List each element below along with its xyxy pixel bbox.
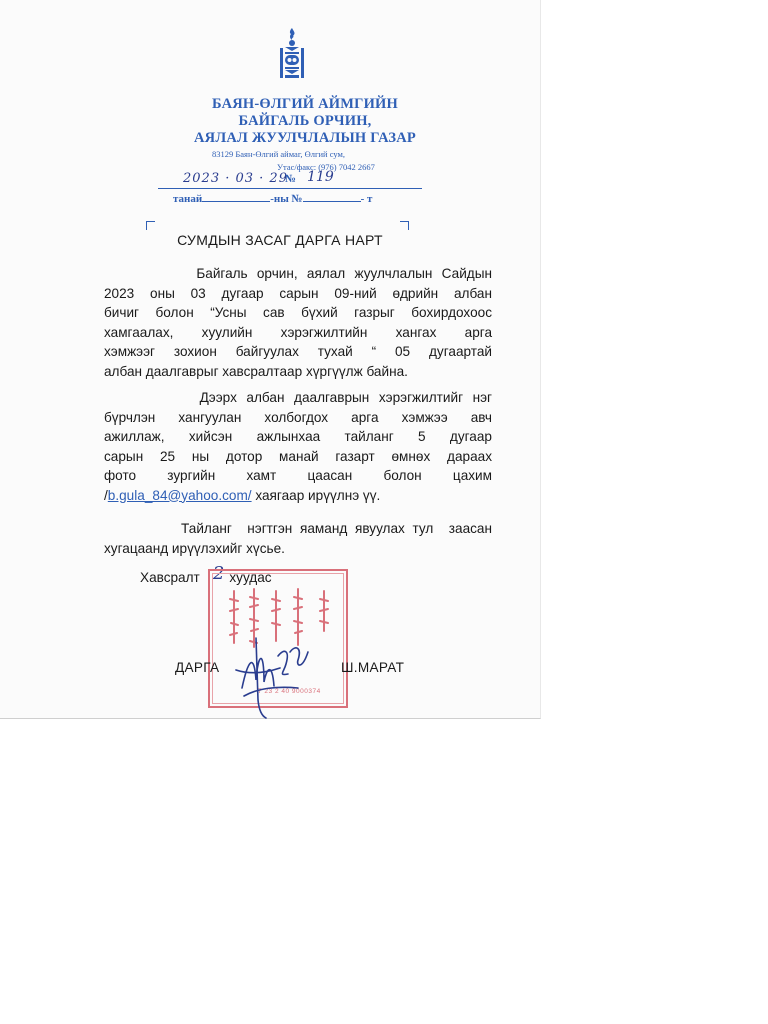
paragraph-3 [104, 519, 492, 558]
org-name-line3: АЯЛАЛ ЖУУЛЧЛАЛЫН ГАЗАР [194, 130, 416, 146]
paragraph-3-line: Тайланг нэгтгэн яаманд явуулах тул заасан [104, 521, 492, 536]
org-name-line2: БАЙГАЛЬ ОРЧИН, [238, 113, 372, 129]
email-prefix: / [104, 487, 108, 503]
paragraph-2-line: бүрчлэн хангуулан холбогдох арга хэмжээ авч [104, 409, 492, 425]
address-bracket-right [400, 221, 409, 230]
director-title: ДАРГА [175, 660, 220, 675]
paragraph-1-line: хамгаалах, хуулийн хэрэгжилтийн хангах арга [104, 324, 492, 340]
paragraph-2-last-line [104, 486, 492, 506]
registration-date: 2023 · 03 · 29 [183, 171, 288, 186]
paragraph-2 [104, 388, 492, 505]
reference-blank-date [202, 192, 270, 202]
address-bracket-left [146, 221, 155, 230]
paragraph-3-line: хугацаанд ирүүлэхийг хүсье. [104, 540, 285, 556]
reference-suffix: - т [360, 193, 373, 205]
paragraph-1-line: 2023 оны 03 дугаар сарын 09-ний өдрийн албан [104, 285, 492, 301]
paragraph-2-line: фото зургийн хамт цаасан болон цахим [104, 468, 492, 483]
email-suffix: хаягаар ирүүлнэ үү. [251, 487, 381, 503]
paragraph-1-line: албан даалгаврыг хавсралтаар хүргүүлж байна. [104, 363, 408, 379]
soyombo-emblem-icon [276, 28, 308, 80]
paragraph-2-line: ажиллаж, хийсэн ажлынхаа тайланг 5 дугаар [104, 429, 492, 444]
stamp-code: 7 23 2 40 9000374 [258, 688, 321, 695]
org-phone: Утас/факс: (976) 7042 2667 [277, 162, 375, 172]
attachment-unit: хуудас [229, 570, 272, 585]
reference-prefix: танай [173, 193, 203, 205]
reference-middle: -ны № [270, 193, 303, 205]
paragraph-1-line: бичиг болон “Усны сав бүхий газрыг бохирдохоос [104, 305, 492, 320]
reference-blank-number [303, 192, 361, 202]
paragraph-2-line: Дээрх албан даалгаврын хэрэгжилтийг нэг [104, 390, 492, 405]
attachment-count: 2 [213, 563, 225, 584]
signature-icon [228, 630, 328, 720]
letter-page [0, 0, 541, 719]
director-name: Ш.МАРАТ [341, 660, 405, 675]
attachment-label: Хавсралт [140, 570, 200, 585]
registration-number: 119 [307, 169, 334, 185]
registration-number-label: № [285, 173, 297, 185]
paragraph-1 [104, 264, 492, 381]
paragraph-1-line: хэмжээг зохион байгуулах тухай “ 05 дугаартай [104, 344, 492, 359]
reference-line [173, 192, 372, 205]
org-address: 83129 Баян-Өлгий аймаг, Өлгий сум, [212, 149, 345, 159]
paragraph-1-line: Байгаль орчин, аялал жуулчлалын Сайдын [104, 266, 492, 281]
addressee-heading: СУМДЫН ЗАСАГ ДАРГА НАРТ [177, 232, 383, 248]
org-name-line1: БАЯН-ӨЛГИЙ АЙМГИЙН [211, 96, 399, 112]
paragraph-2-line: сарын 25 ны дотор манай газарт өмнөх дараах [104, 448, 492, 464]
email-link[interactable]: b.gula_84@yahoo.com/ [107, 487, 252, 503]
